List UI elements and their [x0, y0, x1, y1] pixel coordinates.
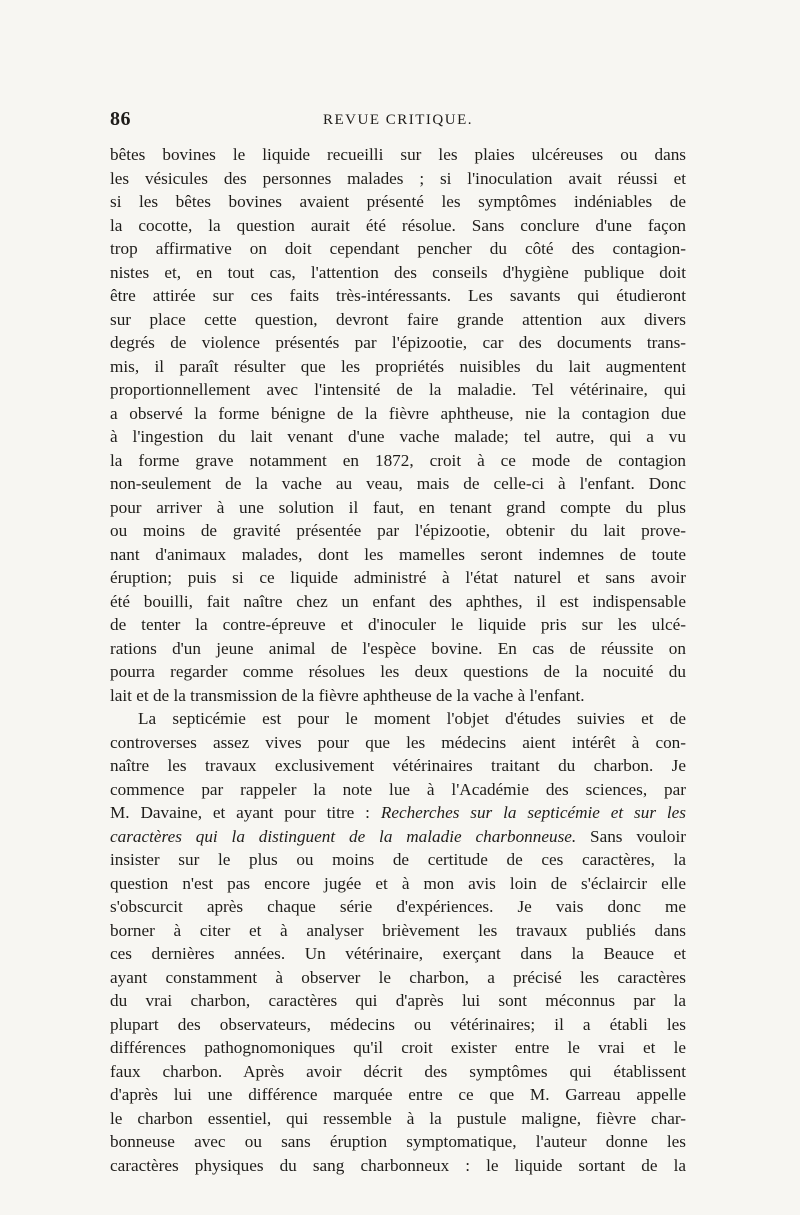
text-line — [110, 472, 686, 496]
text-line — [110, 1130, 686, 1154]
text-line — [110, 919, 686, 943]
line-text: proportionnellement avec l'intensité de la maladie. Tel vétérinaire, qui — [110, 380, 686, 399]
text-line — [110, 566, 686, 590]
line-text: La septicémie est pour le moment l'objet d'études suivies et de — [138, 709, 686, 728]
line-text: ces dernières années. Un vétérinaire, exerçant dans la Beauce et — [110, 944, 686, 963]
line-text: éruption; puis si ce liquide administré à l'état naturel et sans avoir — [110, 568, 686, 587]
text-line — [110, 378, 686, 402]
line-text: la forme grave notamment en 1872, croit à ce mode de contagion — [110, 450, 686, 470]
text-line — [110, 590, 686, 614]
line-text: si les bêtes bovines avaient présenté les symptômes indéniables de — [110, 192, 686, 211]
text-line — [110, 167, 686, 191]
line-text: s'obscurcit après chaque série d'expériences. Je vais donc me — [110, 897, 686, 916]
line-text: controverses assez vives pour que les médecins aient intérêt à con- — [110, 732, 686, 752]
line-text: été bouilli, fait naître chez un enfant des aphthes, il est indispensable — [110, 591, 686, 611]
text-line — [110, 778, 686, 802]
line-text: faux charbon. Après avoir décrit des symptômes qui établissent — [110, 1061, 686, 1081]
line-text: du vrai charbon, caractères qui d'après lui sont méconnus par la — [110, 991, 686, 1010]
line-text: nant d'animaux malades, dont les mamelles seront indemnes de toute — [110, 544, 686, 564]
line-text: a observé la forme bénigne de la fièvre aphtheuse, nie la contagion due — [110, 403, 686, 423]
text-line — [110, 519, 686, 543]
text-line — [110, 214, 686, 238]
text-line — [110, 543, 686, 567]
text-line — [110, 190, 686, 214]
text-line — [110, 637, 686, 661]
text-line — [110, 684, 686, 708]
line-text: bêtes bovines le liquide recueilli sur les plaies ulcéreuses ou dans — [110, 145, 686, 164]
text-line — [110, 848, 686, 872]
text-line — [110, 496, 686, 520]
line-text: pour arriver à une solution il faut, en tenant grand compte du plus — [110, 497, 686, 517]
text-line — [110, 1107, 686, 1131]
line-text: borner à citer et à analyser brièvement les travaux publiés dans — [110, 920, 686, 940]
text-line — [110, 966, 686, 990]
line-text: mis, il paraît résulter que les propriétés nuisibles du lait augmentent — [110, 356, 686, 376]
line-text: ayant constamment à observer le charbon, a précisé les caractères — [110, 967, 686, 987]
text-line — [110, 825, 686, 849]
text-line — [110, 308, 686, 332]
line-text: rations d'un jeune animal de l'espèce bovine. En cas de réussite on — [110, 638, 686, 658]
page-number: 86 — [110, 108, 131, 130]
running-head: REVUE CRITIQUE. — [323, 112, 473, 128]
text-line — [110, 143, 686, 167]
text-line — [110, 449, 686, 473]
line-text: caractères physiques du sang charbonneux : le liquide sortant de la — [110, 1155, 686, 1175]
line-text: Sans vouloir — [576, 826, 686, 846]
line-text: trop affirmative on doit cependant pencher du côté des contagion- — [110, 239, 686, 258]
line-text: nistes et, en tout cas, l'attention des conseils d'hygiène publique doit — [110, 262, 686, 282]
line-text: lait et de la transmission de la fièvre aphtheuse de la vache à l'enfant. — [110, 685, 585, 705]
text-line — [110, 989, 686, 1013]
text-line — [110, 895, 686, 919]
line-text: pourra regarder comme résolues les deux questions de la nocuité du — [110, 662, 686, 681]
text-line — [110, 1083, 686, 1107]
text-line — [110, 1013, 686, 1037]
line-text: bonneuse avec ou sans éruption symptomatique, l'auteur donne les — [110, 1132, 686, 1151]
text-line — [110, 660, 686, 684]
line-text: différences pathognomoniques qu'il croit exister entre le vrai et le — [110, 1038, 686, 1057]
page-header — [110, 108, 686, 134]
line-text: naître les travaux exclusivement vétérinaires traitant du charbon. Je — [110, 756, 686, 775]
text-line — [110, 1036, 686, 1060]
line-text: sur place cette question, devront faire grande attention aux divers — [110, 309, 686, 329]
text-line — [110, 707, 686, 731]
italic-title-text: Recherches sur la septicémie et sur les — [380, 803, 686, 822]
line-text: être attirée sur ces faits très-intéressants. Les savants qui étudieront — [110, 286, 686, 305]
text-line — [110, 613, 686, 637]
text-line — [110, 754, 686, 778]
line-text: M. Davaine, et ayant pour titre : — [110, 803, 381, 822]
text-line — [110, 1154, 686, 1178]
line-text: la cocotte, la question aurait été résolue. Sans conclure d'une façon — [110, 215, 686, 235]
line-text: de tenter la contre-épreuve et d'inoculer le liquide pris sur les ulcé- — [110, 615, 686, 634]
text-line — [110, 355, 686, 379]
text-line — [110, 261, 686, 285]
italic-title-text: caractères qui la distinguent de la maladie charbonneuse. — [110, 826, 577, 846]
text-line — [110, 1060, 686, 1084]
line-text: question n'est pas encore jugée et à mon avis loin de s'éclaircir elle — [110, 873, 686, 893]
line-text: plupart des observateurs, médecins ou vétérinaires; il a établi les — [110, 1014, 686, 1034]
text-line — [110, 872, 686, 896]
line-text: non-seulement de la vache au veau, mais de celle-ci à l'enfant. Donc — [110, 474, 686, 493]
text-line — [110, 284, 686, 308]
text-line — [110, 731, 686, 755]
line-text: ou moins de gravité présentée par l'épizootie, obtenir du lait prove- — [110, 521, 686, 540]
line-text: degrés de violence présentés par l'épizootie, car des documents trans- — [110, 333, 686, 352]
line-text: insister sur le plus ou moins de certitude de ces caractères, la — [110, 850, 686, 869]
text-line — [110, 801, 686, 825]
line-text: les vésicules des personnes malades ; si l'inoculation avait réussi et — [110, 168, 686, 188]
line-text: d'après lui une différence marquée entre ce que M. Garreau appelle — [110, 1085, 686, 1104]
text-line — [110, 942, 686, 966]
body-text — [110, 143, 686, 1177]
text-line — [110, 237, 686, 261]
line-text: à l'ingestion du lait venant d'une vache malade; tel autre, qui a vu — [110, 427, 686, 446]
line-text: commence par rappeler la note lue à l'Académie des sciences, par — [110, 779, 686, 799]
text-line — [110, 402, 686, 426]
text-line — [110, 425, 686, 449]
text-line — [110, 331, 686, 355]
line-text: le charbon essentiel, qui ressemble à la pustule maligne, fièvre char- — [110, 1108, 686, 1128]
